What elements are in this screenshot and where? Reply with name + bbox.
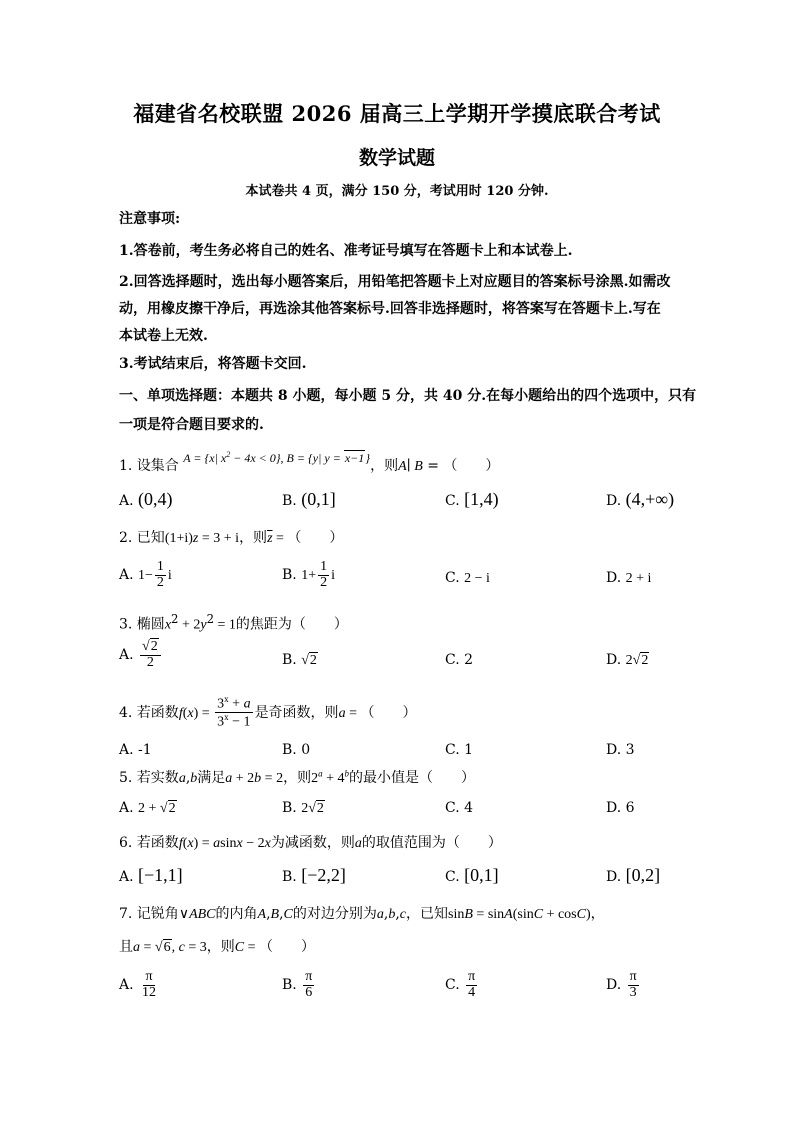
q1-blank: （ ）: [443, 458, 500, 474]
note-2-line-2: 动，用橡皮擦干净后，再选涂其他答案标号.回答非选择题时，将答案写在答题卡上.写在: [119, 301, 661, 317]
note-2-line-3: 本试卷上无效.: [119, 328, 208, 344]
q7-option-a: A. $\frac{\pi}{12}$: [119, 969, 157, 1000]
q5-option-d: D. 6: [606, 800, 635, 816]
q1-option-c: C. [1,4): [445, 489, 499, 509]
q1-option-b: B. (0,1]: [282, 489, 336, 509]
question-7-stem-line-1: 7. 记锐角∨ABC的内角A,B,C的对边分别为a,b,c，已知sinB = sinA(sinC + cosC)，: [119, 906, 605, 922]
section-1-line-2: 一项是符合题目要求的.: [119, 417, 264, 433]
q6-option-b: B. [−2,2]: [282, 865, 346, 885]
q6-option-d: D. [0,2]: [606, 865, 661, 885]
note-1: 1.答卷前，考生务必将自己的姓名、准考证号填写在答题卡上和本试卷上.: [119, 243, 573, 259]
q3-option-c: C. 2: [445, 652, 474, 668]
q2-option-b: B. 1+ $\frac{1}{2}$ i: [282, 559, 335, 590]
q1-option-a: A. (0,4): [119, 489, 173, 509]
note-2-line-1: 2.回答选择题时，选出每小题答案后，用铅笔把答题卡上对应题目的答案标号涂黑.如需改: [119, 274, 671, 290]
q4-option-d: D. 3: [606, 742, 635, 758]
q5-option-c: C. 4: [445, 800, 474, 816]
q1-option-d: D. (4,+∞): [606, 489, 675, 509]
q3-option-b: B. √2: [282, 652, 317, 668]
q1-then: ，则: [370, 458, 399, 474]
q7-option-c: C. $\frac{\pi}{4}$: [445, 969, 476, 1000]
q6-option-c: C. [0,1]: [445, 865, 499, 885]
exam-subtitle: 数学试题: [358, 147, 435, 169]
question-2-stem: 2. 已知(1+i)z = 3 + i，则$\overline{z}$ = （ ）: [119, 530, 344, 546]
question-4-stem: 4. 若函数f(x) = $\frac{3^x + a}{3^x - 1}$ 是奇函数，则a = （ ）: [119, 694, 417, 730]
notes-heading: 注意事项:: [119, 211, 181, 227]
q3-option-a: A. $\frac{√2}{2}$: [119, 640, 163, 670]
exam-title: 福建省名校联盟 2026 届高三上学期开学摸底联合考试: [133, 101, 661, 126]
section-1-line-1: 一、单项选择题：本题共 8 小题，每小题 5 分，共 40 分.在每小题给出的四个选项中，只有: [119, 388, 697, 404]
q2-option-d: D. 2 + i: [606, 570, 652, 586]
q7-option-b: B. $\frac{\pi}{6}$: [282, 969, 313, 1000]
question-7-stem-line-2: 且a = √6, c = 3，则C = （ ）: [119, 939, 315, 955]
q4-option-c: C. 1: [445, 742, 474, 758]
question-5-stem: 5. 若实数a,b满足a + 2b = 2，则$2^a + 4^b$的最小值是（ ）: [119, 768, 475, 786]
question-1-stem: 1. 设集合 A = {x| $x^2 - 4x < 0$}, B = {y| y = x−1}，则A∣ B = （ ）: [119, 450, 500, 474]
q4-option-a: A. -1: [119, 742, 152, 758]
q1-label: 1. 设集合: [119, 458, 179, 474]
q5-option-b: B. 2√2: [282, 800, 324, 816]
q2-option-c: C. 2 − i: [445, 570, 490, 586]
question-3-stem: 3. 椭圆$x^2 + 2y^2 = 1$的焦距为（ ）: [119, 612, 348, 633]
q2-option-a: A. 1− $\frac{1}{2}$ i: [119, 559, 172, 590]
question-6-stem: 6. 若函数f(x) = asinx − 2x为减函数，则a的取值范围为（ ）: [119, 835, 502, 851]
q5-option-a: A. 2 + √2: [119, 800, 176, 816]
q3-option-d: D. 2√2: [606, 652, 649, 668]
exam-info: 本试卷共 4 页，满分 150 分，考试用时 120 分钟.: [245, 184, 549, 199]
note-3: 3.考试结束后，将答题卡交回.: [119, 356, 307, 372]
q6-option-a: A. [−1,1]: [119, 865, 183, 885]
q4-option-b: B. 0: [282, 742, 311, 758]
q7-option-d: D. $\frac{\pi}{3}$: [606, 969, 637, 1000]
